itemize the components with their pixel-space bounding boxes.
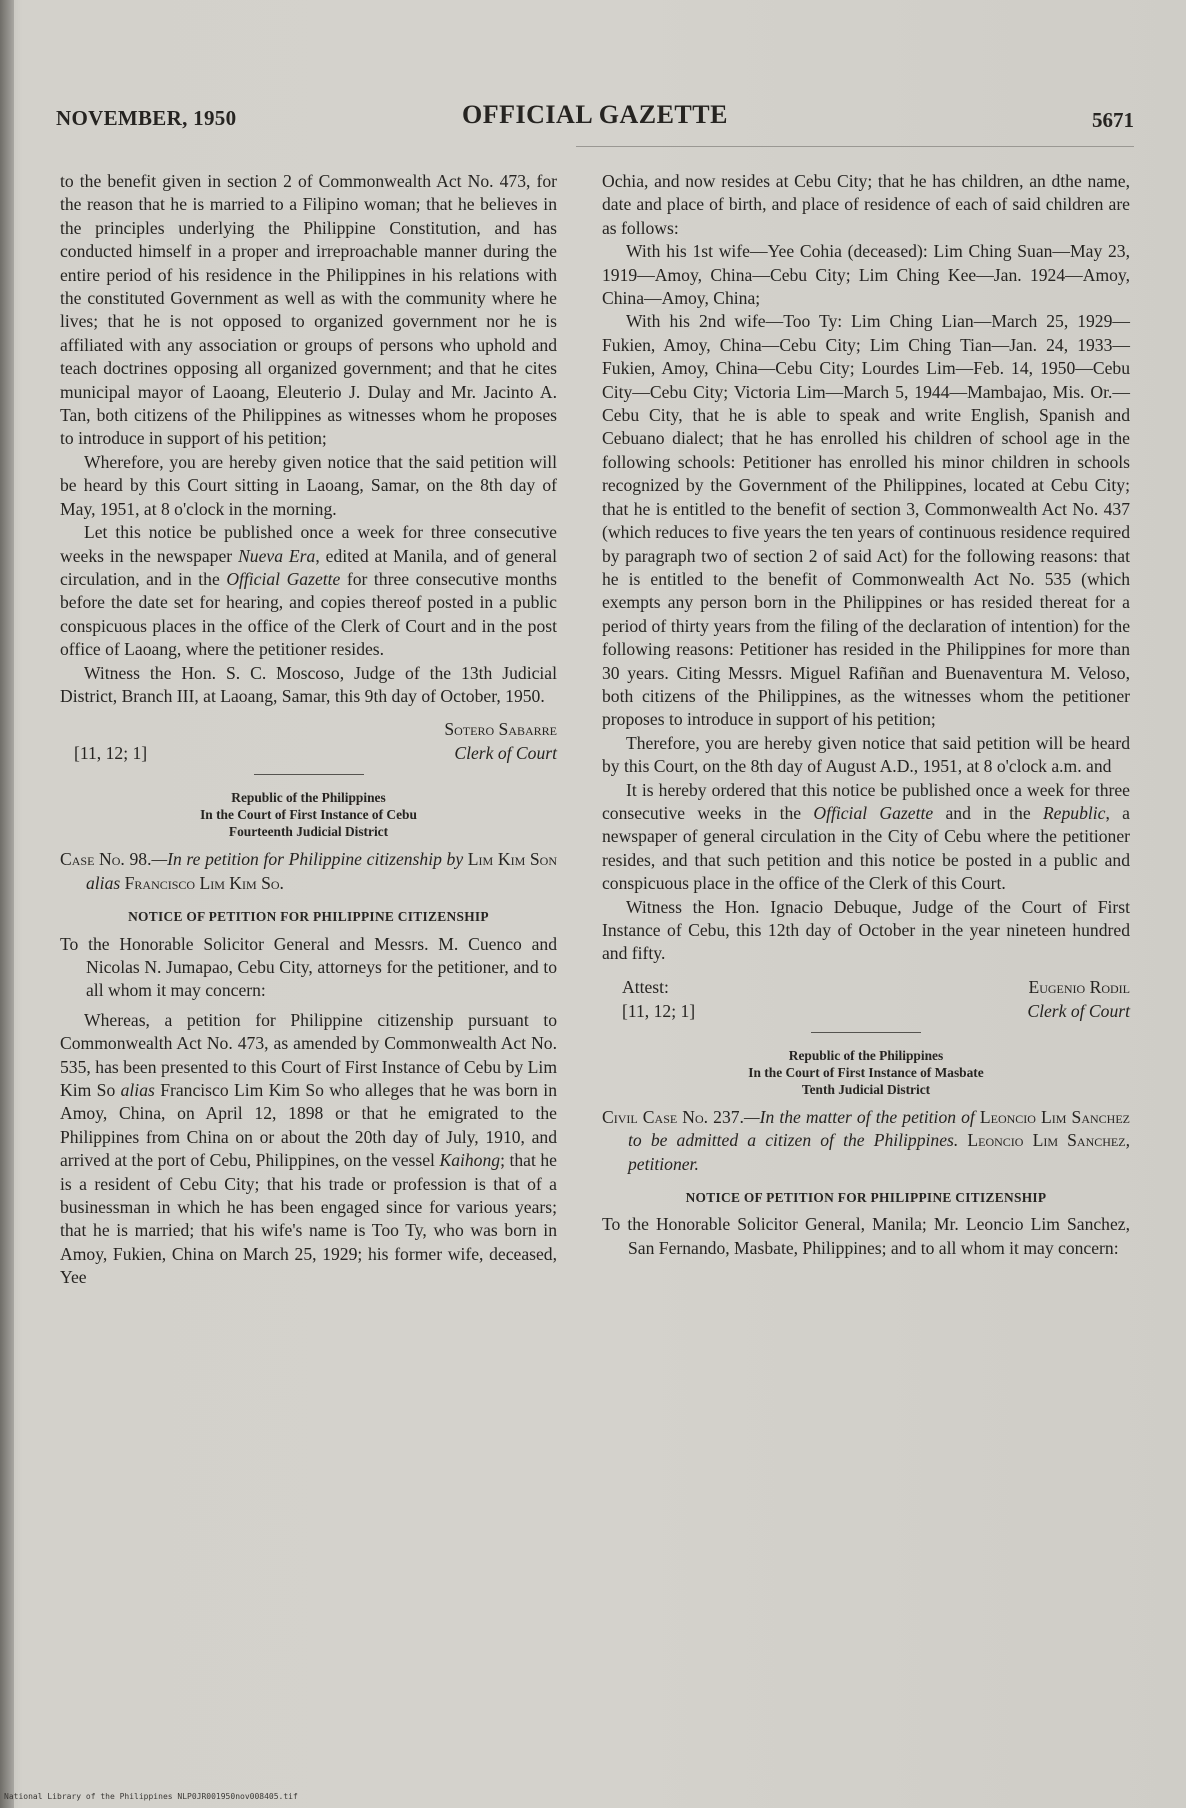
left-paragraph-4: Witness the Hon. S. C. Moscoso, Judge of the 13th Judicial District, Branch III, at Laoang, Samar, this 9th day of October, 1950. bbox=[60, 662, 557, 706]
right-column bbox=[602, 170, 1130, 1260]
signature-block-1 bbox=[60, 718, 557, 766]
scan-footer: National Library of the Philippines NLP0JR001950nov008405.tif bbox=[4, 1792, 298, 1801]
section-divider bbox=[811, 1032, 921, 1033]
addressee-2: To the Honorable Solicitor General, Manila; Mr. Leoncio Lim Sanchez, San Fernando, Masbate, Philippines; and to all whom it may concern: bbox=[602, 1214, 1130, 1258]
right-paragraph-4: Therefore, you are hereby given notice that said petition will be heard by this Court, on the 8th day of August A.D., 1951, at 8 o'clock a.m. and bbox=[602, 732, 1130, 777]
case-title-237: Civil Case No. 237.—In the matter of the petition of Leoncio Lim Sanchez to be admitted a citizen of the Philippines. Leoncio Lim Sanchez, petitioner. bbox=[602, 1106, 1131, 1174]
left-column bbox=[60, 170, 557, 1290]
addressee-1: To the Honorable Solicitor General and Messrs. M. Cuenco and Nicolas N. Jumapao, Cebu City, attorneys for the petitioner, and to all whom it may concern: bbox=[60, 933, 557, 1001]
court-heading-cebu: Republic of the Philippines In the Court of First Instance of Cebu Fourteenth Judicial District bbox=[200, 790, 417, 840]
left-paragraph-1: to the benefit given in section 2 of Commonwealth Act No. 473, for the reason that he is married to a Filipino woman; that he believes in the principles underlying the Philippine Constitution, and has conducted himself in a proper and irreproachable manner during the entire period of his residence in the Philippines in his relations with the constituted Government as well as with the community where he lives; that he is not opposed to organized government nor he is affiliated with any association or groups of persons who uphold and teach doctrines opposing all organized government; and that he cites municipal mayor of Laoang, Eleuterio J. Dulay and Mr. Jacinto A. Tan, both citizens of the Philippines as witnesses whom he proposes to introduce in support of his petition; bbox=[60, 171, 557, 449]
notice-heading-2: NOTICE OF PETITION FOR PHILIPPINE CITIZENSHIP bbox=[685, 1190, 1047, 1206]
attest-label: Attest: bbox=[622, 976, 669, 997]
publication-reference: [11, 12; 1] bbox=[74, 743, 148, 764]
left-paragraph-2: Wherefore, you are hereby given notice that the said petition will be heard by this Court sitting in Laoang, Samar, on the 8th day of May, 1951, at 8 o'clock in the morning. bbox=[60, 451, 557, 519]
right-paragraph-3: With his 2nd wife—Too Ty: Lim Ching Lian—March 25, 1929—Fukien, Amoy, China—Cebu City; Lim Ching Tian—Jan. 24, 1933—Fukien, Amoy, China—Cebu City; Lourdes Lim—Feb. 14, 1950—Cebu City—Cebu City; Victoria Lim—March 5, 1944—Mambajao, Mis. Or.—Cebu City, that he is able to speak and write English, Spanish and Cebuano dialect; that he has enrolled his children of school age in the following schools: Petitioner has enrolled his minor children in schools recognized by the Government of the Philippines, located at Cebu City; that he is entitled to the benefit of section 3, Commonwealth Act No. 437 (which reduces to five years the ten years of continuous residence required by paragraph two of section 2 of said Act) for the following reasons: that he is entitled to the benefit of Commonwealth Act No. 535 (which exempts any person born in the Philippines or has resided thereat for a period of thirty years from the filing of the declaration of intention) for the following reasons: Petitioner has resided in the Philippines for more than 30 years. Citing Messrs. Miguel Rafiñan and Buenaventura M. Veloso, both citizens of the Philippines, as the witnesses whom the petitioner proposes to introduce in support of his petition; bbox=[602, 311, 1130, 730]
header-date: NOVEMBER, 1950 bbox=[56, 106, 237, 130]
right-paragraph-2: With his 1st wife—Yee Cohia (deceased): Lim Ching Suan—May 23, 1919—Amoy, China—Cebu City; Lim Ching Kee—Jan. 1924—Amoy, China—Amoy, China; bbox=[602, 241, 1130, 309]
right-paragraph-5: It is hereby ordered that this notice be published once a week for three consecutive weeks in the Official Gazette and in the Republic, a newspaper of general circulation in the City of Cebu where the petitioner resides, and that such petition and this notice be posted in a public and conspicuous place in the office of the Clerk of this Court. bbox=[602, 779, 1130, 894]
signatory-name: Eugenio Rodil bbox=[1028, 976, 1130, 997]
notice-heading-1: NOTICE OF PETITION FOR PHILIPPINE CITIZENSHIP bbox=[128, 909, 489, 925]
signature-block-2 bbox=[602, 976, 1130, 1024]
right-paragraph-1: Ochia, and now resides at Cebu City; that he has children, an dthe name, date and place of birth, and place of residence of each of said children are as follows: bbox=[602, 171, 1130, 238]
header-page-number: 5671 bbox=[1092, 108, 1134, 132]
binding-edge bbox=[0, 0, 14, 1808]
header-rule bbox=[576, 146, 1134, 147]
section-divider bbox=[254, 774, 364, 775]
signatory-name: Sotero Sabarre bbox=[444, 719, 557, 740]
left-paragraph-3: Let this notice be published once a week for three consecutive weeks in the newspaper Nueva Era, edited at Manila, and of general circulation, and in the Official Gazette for three consecutive months before the date set for hearing, and copies thereof posted in a public conspicuous places in the office of the Clerk of Court and in the post office of Laoang, where the petitioner resides. bbox=[60, 522, 557, 660]
publication-reference: [11, 12; 1] bbox=[622, 1000, 696, 1021]
court-heading-masbate: Republic of the Philippines In the Court of First Instance of Masbate Tenth Judicial District bbox=[748, 1047, 984, 1097]
signatory-title: Clerk of Court bbox=[454, 743, 557, 764]
right-paragraph-6: Witness the Hon. Ignacio Debuque, Judge of the Court of First Instance of Cebu, this 12th day of October in the year nineteen hundred and fifty. bbox=[602, 896, 1130, 964]
case-title-98: Case No. 98.—In re petition for Philippine citizenship by Lim Kim Son alias Francisco Lim Kim So. bbox=[60, 849, 558, 893]
page-header bbox=[56, 96, 1134, 146]
header-title: OFFICIAL GAZETTE bbox=[462, 100, 728, 129]
left-paragraph-5: Whereas, a petition for Philippine citizenship pursuant to Commonwealth Act No. 473, as amended by Commonwealth Act No. 535, has been presented to this Court of First Instance of Cebu by Lim Kim So alias Francisco Lim Kim So who alleges that he was born in Amoy, China, on April 12, 1898 or that he emigrated to the Philippines from China on or about the 20th day of July, 1910, and arrived at the port of Cebu, Philippines, on the vessel Kaihong; that he is a resident of Cebu City; that his trade or profession is that of a businessman in which he has been engaged since for various years; that he is married; that his wife's name is Too Ty, who was born in Amoy, Fukien, China on March 25, 1929; his former wife, deceased, Yee bbox=[60, 1009, 557, 1288]
signatory-title: Clerk of Court bbox=[1027, 1000, 1130, 1021]
